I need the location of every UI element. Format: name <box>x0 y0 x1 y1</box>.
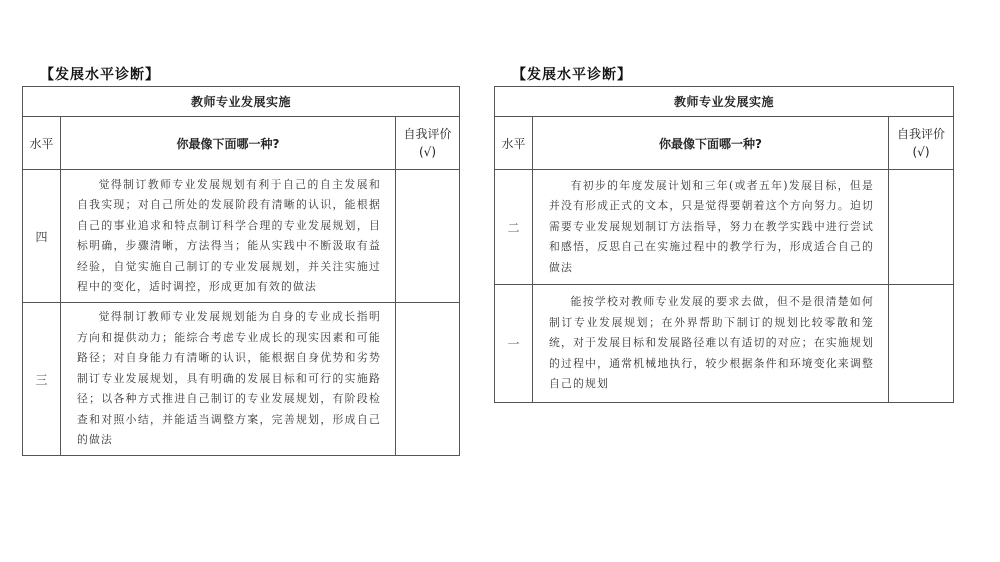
header-question: 你最像下面哪一种? <box>61 117 396 170</box>
section-title: 【发展水平诊断】 <box>512 67 632 83</box>
header-self-eval-label: 自我评价 <box>896 127 945 141</box>
table-header-row <box>23 117 460 170</box>
self-eval-cell[interactable] <box>889 285 954 403</box>
description-cell: 觉得制订教师专业发展规划有利于自己的自主发展和自我实现；对自己所处的发展阶段有清晰的认识，能根据自己的事业追求和特点制订科学合理的专业发展规划，目标明确，步骤清晰，方法得当；能从实践中不断汲取有益经验，自觉实施自己制订的专业发展规划，并关注实施过程中的变化，适时调控，形成更加有效的做法 <box>61 170 396 303</box>
self-eval-cell[interactable] <box>396 170 460 303</box>
header-level: 水平 <box>23 117 61 170</box>
description-cell: 能按学校对教师专业发展的要求去做，但不是很清楚如何制订专业发展规划；在外界帮助下制订的规划比较零散和笼统，对于发展目标和发展路径难以有适切的对应；在实施规划的过程中，通常机械地执行，较少根据条件和环境变化来调整自己的规划 <box>533 285 889 403</box>
table-header-row <box>495 117 954 170</box>
self-eval-cell[interactable] <box>396 303 460 456</box>
table-title-row <box>495 87 954 117</box>
level-cell: 四 <box>23 170 61 303</box>
table-title: 教师专业发展实施 <box>495 87 954 117</box>
table-row <box>23 170 460 303</box>
level-cell: 三 <box>23 303 61 456</box>
header-self-eval-check: (√) <box>418 145 436 159</box>
table-row <box>495 170 954 285</box>
self-eval-cell[interactable] <box>889 170 954 285</box>
left-panel <box>22 64 459 456</box>
header-level: 水平 <box>495 117 533 170</box>
description-cell: 觉得制订教师专业发展规划能为自身的专业成长指明方向和提供动力；能综合考虑专业成长的现实因素和可能路径；对自身能力有清晰的认识，能根据自身优势和劣势制订专业发展规划，具有明确的发展目标和可行的实施路径；以各种方式推进自己制订的专业发展规划，有阶段检查和对照小结，并能适当调整方案，完善规划，形成自己的做法 <box>61 303 396 456</box>
table-row <box>23 303 460 456</box>
table-title-row <box>23 87 460 117</box>
header-question: 你最像下面哪一种? <box>533 117 889 170</box>
table-row <box>495 285 954 403</box>
header-self-eval <box>396 117 460 170</box>
header-self-eval-label: 自我评价 <box>403 127 452 141</box>
table-title: 教师专业发展实施 <box>23 87 460 117</box>
header-self-eval <box>889 117 954 170</box>
level-cell: 一 <box>495 285 533 403</box>
header-self-eval-check: (√) <box>912 145 930 159</box>
level-cell: 二 <box>495 170 533 285</box>
diagnosis-table <box>494 86 954 403</box>
section-title: 【发展水平诊断】 <box>40 67 160 83</box>
right-panel <box>494 64 953 403</box>
diagnosis-table <box>22 86 460 456</box>
description-cell: 有初步的年度发展计划和三年(或者五年)发展目标，但是并没有形成正式的文本，只是觉得要朝着这个方向努力。迫切需要专业发展规划制订方法指导，努力在教学实践中进行尝试和感悟，反思自己在实施过程中的教学行为，形成适合自己的做法 <box>533 170 889 285</box>
